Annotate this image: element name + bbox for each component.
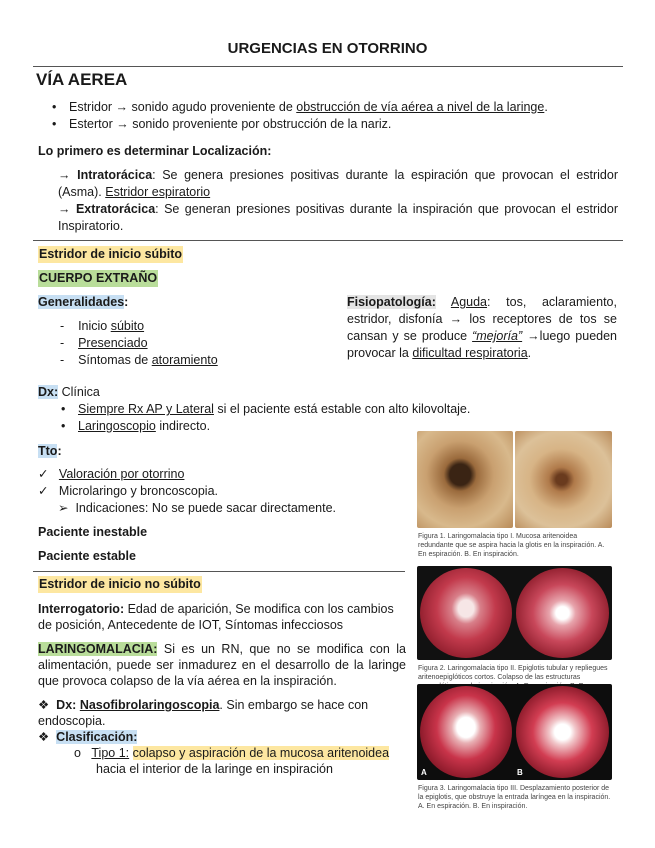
figure-3-caption: Figura 3. Laringomalacia tipo III. Desplazamiento posterior de la epiglotis, que obstruye la entrada laríngea en la inspiración. A. En espiración. B. En inspiración. bbox=[418, 785, 611, 811]
list-item: ➢ Indicaciones: No se puede sacar directamente. bbox=[58, 501, 337, 515]
estertor-item: • Estertor → sonido proveniente por obstrucción de la nariz. bbox=[43, 116, 623, 133]
section-heading: VÍA AEREA bbox=[36, 70, 128, 89]
divider bbox=[33, 571, 405, 572]
subito-heading: Estridor de inicio súbito bbox=[39, 247, 183, 261]
no-subito-heading: Estridor de inicio no súbito bbox=[39, 577, 201, 591]
paciente-inestable: Paciente inestable bbox=[38, 525, 148, 539]
list-item: - Inicio súbito bbox=[60, 319, 145, 333]
dx-list bbox=[52, 401, 612, 435]
list-item: • Siempre Rx AP y Lateral si el paciente está estable con alto kilovoltaje. bbox=[52, 401, 612, 418]
tipo1-item: o Tipo 1: colapso y aspiración de la mucosa aritenoidea hacia el interior de la laringe en inspiración bbox=[74, 746, 390, 776]
divider bbox=[33, 66, 623, 67]
figure-2-image-a bbox=[420, 568, 512, 658]
figure-1-image-b bbox=[515, 431, 612, 528]
extratoracica-item: → Extratorácica: Se generan presiones positivas durante la inspiración que provocan el estridor Inspiratorio. bbox=[58, 202, 618, 233]
list-item: - Síntomas de atoramiento bbox=[60, 353, 218, 367]
figure-3-image-a bbox=[420, 686, 512, 778]
intratoracica-item: → Intratorácica: Se genera presiones positivas durante la espiración que provocan el estridor (Asma). Estridor espiratorio bbox=[58, 168, 618, 199]
page-title: URGENCIAS EN OTORRINO bbox=[227, 40, 428, 57]
list-item: • Laringoscopio indirecto. bbox=[52, 418, 612, 435]
list-item: - Presenciado bbox=[60, 336, 148, 350]
paciente-estable: Paciente estable bbox=[38, 549, 136, 563]
estridor-item: • Estridor → sonido agudo proveniente de obstrucción de vía aérea a nivel de la laringe. bbox=[43, 99, 623, 116]
fisiopatologia-block: Fisiopatología: Aguda: tos, aclaramiento, estridor, disfonía → los receptores de tos se cansan y se produce “mejoría” →luego pueden provocar la dificultad respiratoria. bbox=[347, 295, 618, 360]
tto-heading: Tto: bbox=[38, 444, 62, 458]
dx2-item: ❖ Dx: Nasofibrolaringoscopia. Sin embargo se hace con endoscopia. bbox=[38, 698, 369, 728]
figure-1-image-a bbox=[417, 431, 513, 528]
figure-1-caption: Figura 1. Laringomalacia tipo I. Mucosa aritenoidea redundante que se aspira hacia la glotis en la inspiración. A. En espiración. B. En inspiración. bbox=[418, 533, 605, 559]
laringomalacia-block: LARINGOMALACIA: Si es un RN, que no se modifica con la alimentación, puede ser inmadurez en el desarrollo de la laringe que provoca colapso de la vía aérea en la inspiración. bbox=[38, 642, 406, 688]
figure-2-caption: Figura 2. Laringomalacia tipo II. Epiglotis tubular y repliegues aritenoepiglóticos cortos. Colapso de las estructuras bbox=[418, 665, 608, 682]
generalidades-list bbox=[60, 318, 218, 369]
cuerpo-extrano-heading: CUERPO EXTRAÑO bbox=[39, 271, 158, 285]
clasificacion-heading: ❖ Clasificación: bbox=[38, 730, 138, 744]
tto-list bbox=[38, 466, 336, 517]
list-item: ✓ Microlaringo y broncoscopia. bbox=[38, 484, 219, 498]
generalidades-heading: Generalidades: bbox=[38, 295, 129, 309]
figure-2-image-b bbox=[516, 568, 609, 658]
dx-line: Dx: Clínica bbox=[38, 385, 100, 399]
divider bbox=[33, 240, 623, 241]
definition-list bbox=[43, 99, 623, 133]
list-item: ✓ Valoración por otorrino bbox=[38, 467, 185, 481]
interrogatorio-block: Interrogatorio: Edad de aparición, Se modifica con los cambios de posición, Antecedente de IOT, Síntomas infecciosos bbox=[38, 602, 394, 632]
localizacion-heading: Lo primero es determinar Localización: bbox=[38, 144, 272, 158]
figure-3-label-b: B bbox=[517, 768, 523, 777]
figure-3-label-a: A bbox=[421, 768, 427, 777]
figure-3-image-b bbox=[516, 686, 609, 778]
